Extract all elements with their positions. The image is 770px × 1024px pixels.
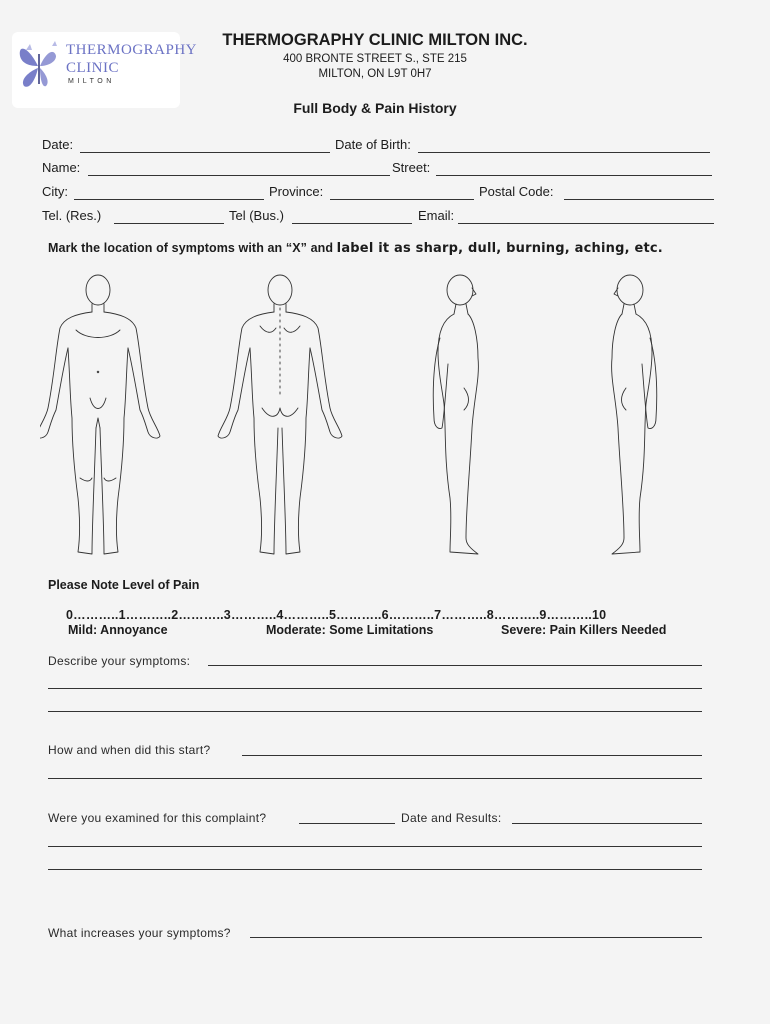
describe-symptoms-line-3[interactable] [48,711,702,712]
email-field[interactable] [458,223,714,224]
street-label: Street: [392,160,431,175]
instruction-part-1: Mark the location of symptoms with an “X” and [48,241,337,255]
increases-symptoms-label: What increases your symptoms? [48,926,231,940]
logo-text-thermography: THERMOGRAPHY [66,42,198,58]
pain-severe-label: Severe: Pain Killers Needed [501,623,667,637]
pain-mild-label: Mild: Annoyance [68,623,168,637]
province-label: Province: [269,184,324,199]
name-field[interactable] [88,175,390,176]
form-title: Full Body & Pain History [293,100,457,116]
logo-text-milton: MILTON [68,78,115,85]
tel-bus-field[interactable] [292,223,412,224]
symptom-start-field[interactable] [242,755,702,756]
date-results-label: Date and Results: [401,811,502,825]
logo-text-clinic: CLINIC [66,60,119,76]
symptom-start-line-2[interactable] [48,778,702,779]
address-line-1: 400 BRONTE STREET S., STE 215 [283,53,467,65]
examined-field[interactable] [299,823,395,824]
date-results-line-2[interactable] [48,846,702,847]
describe-symptoms-label: Describe your symptoms: [48,654,191,668]
pain-level-title: Please Note Level of Pain [48,578,200,592]
name-label: Name: [42,160,81,175]
date-label: Date: [42,137,74,152]
postal-code-field[interactable] [564,199,714,200]
symptom-instruction [48,241,663,256]
address-line-2: MILTON, ON L9T 0H7 [318,68,432,80]
tel-res-label: Tel. (Res.) [42,208,102,223]
tel-res-field[interactable] [114,223,224,224]
increases-symptoms-field[interactable] [250,937,702,938]
city-field[interactable] [74,199,264,200]
examined-label: Were you examined for this complaint? [48,811,267,825]
date-results-line-3[interactable] [48,869,702,870]
city-label: City: [42,184,68,199]
date-field[interactable] [80,152,330,153]
pain-scale[interactable]: 0………..1………..2………..3………..4………..5………..6………..7………..8………..9………..10 [66,608,607,622]
postal-code-label: Postal Code: [479,184,554,199]
clinic-logo [12,32,198,108]
symptom-start-label: How and when did this start? [48,743,211,757]
dob-field[interactable] [418,152,710,153]
body-diagram[interactable] [40,268,700,568]
pain-moderate-label: Moderate: Some Limitations [266,623,434,637]
province-field[interactable] [330,199,474,200]
street-field[interactable] [436,175,712,176]
instruction-part-2: label it as sharp, dull, burning, aching, etc. [336,241,663,256]
describe-symptoms-line-2[interactable] [48,688,702,689]
describe-symptoms-field[interactable] [208,665,702,666]
butterfly-icon [14,36,66,96]
clinic-name: THERMOGRAPHY CLINIC MILTON INC. [222,31,528,49]
dob-label: Date of Birth: [335,137,411,152]
date-results-field[interactable] [512,823,702,824]
tel-bus-label: Tel (Bus.) [229,208,284,223]
email-label: Email: [418,208,455,223]
